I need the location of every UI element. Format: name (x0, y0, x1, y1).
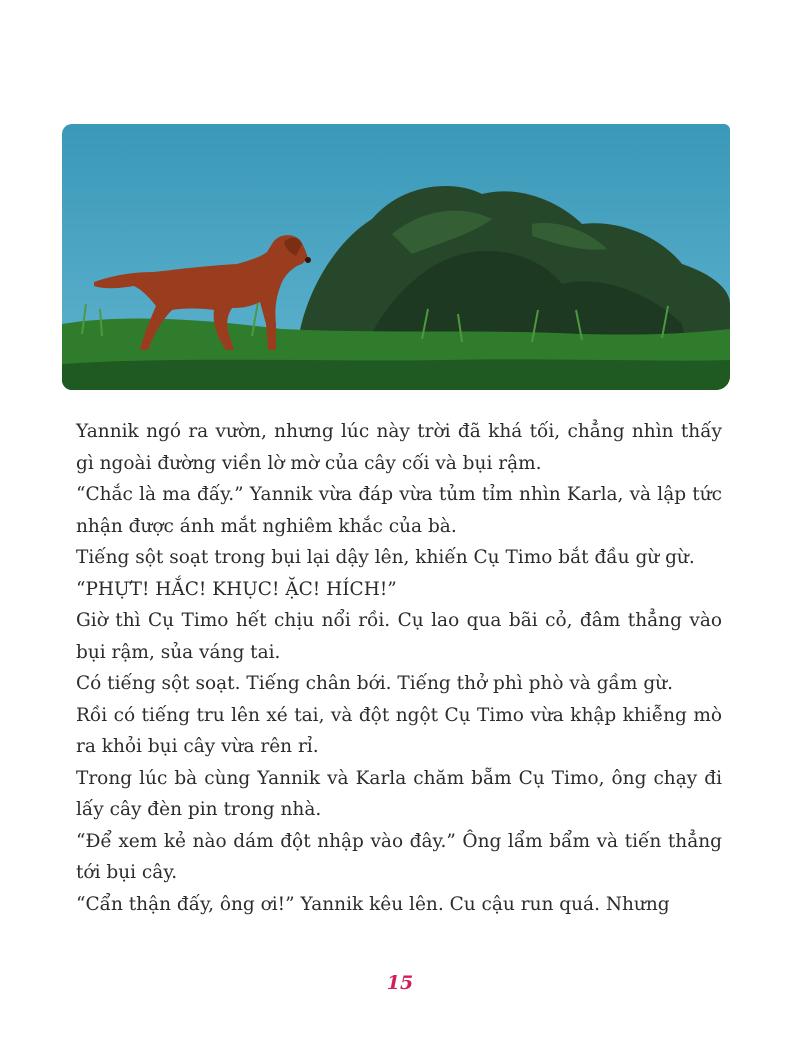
paragraph: Giờ thì Cụ Timo hết chịu nổi rồi. Cụ lao qua bãi cỏ, đâm thẳng vào bụi rậm, sủa váng tai. (76, 610, 722, 663)
story-text (76, 416, 722, 920)
paragraph: “Chắc là ma đấy.” Yannik vừa đáp vừa tủm tỉm nhìn Karla, và lập tức nhận được ánh mắt nghiêm khắc của bà. (76, 484, 722, 537)
dog-bush-illustration (62, 124, 730, 390)
dog-nose (305, 257, 311, 263)
grass-shadow (62, 359, 730, 390)
page-number: 15 (386, 972, 414, 994)
paragraph: Yannik ngó ra vườn, nhưng lúc này trời đã khá tối, chẳng nhìn thấy gì ngoài đường viền lờ mờ của cây cối và bụi rậm. (76, 421, 722, 474)
paragraph: “PHỰT! HẮC! KHỤC! ẶC! HÍCH!” (76, 578, 397, 600)
paragraph: Tiếng sột soạt trong bụi lại dậy lên, khiến Cụ Timo bắt đầu gừ gừ. (76, 547, 695, 568)
painting-svg (62, 124, 730, 390)
paragraph: Trong lúc bà cùng Yannik và Karla chăm bẵm Cụ Timo, ông chạy đi lấy cây đèn pin trong nhà. (76, 767, 722, 820)
paragraph: “Cẩn thận đấy, ông ơi!” Yannik kêu lên. Cu cậu run quá. Nhưng (76, 893, 670, 915)
paragraph: Có tiếng sột soạt. Tiếng chân bới. Tiếng thở phì phò và gầm gừ. (76, 673, 673, 694)
paragraph: Rồi có tiếng tru lên xé tai, và đột ngột Cụ Timo vừa khập khiễng mò ra khỏi bụi cây vừa rên rỉ. (76, 704, 722, 757)
paragraph: “Để xem kẻ nào dám đột nhập vào đây.” Ông lẩm bẩm và tiến thẳng tới bụi cây. (76, 830, 722, 883)
